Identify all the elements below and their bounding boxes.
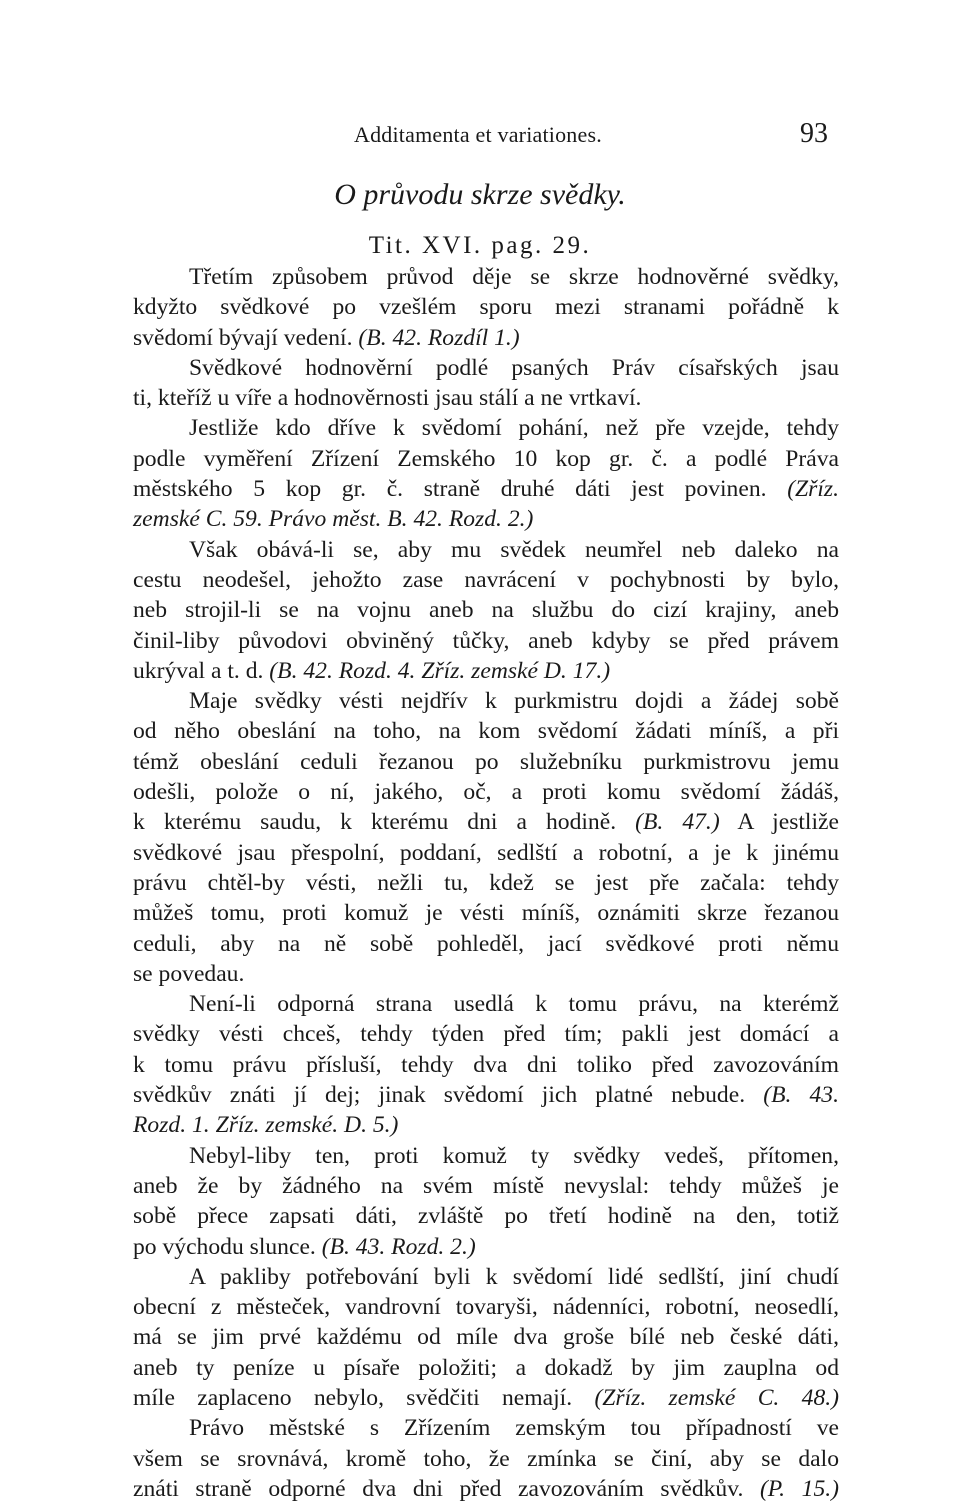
line-text: k tomu právu přísluší, tehdy dva dni toliko před zavozováním	[133, 1051, 839, 1078]
text-line	[133, 1474, 839, 1504]
line-text: A pakliby potřebování byli k svědomí lidé sedlští, jiní chudí	[189, 1263, 839, 1290]
line-text: můžeš tomu, proti komuž je vésti míníš, oznámiti skrze řezanou	[133, 900, 839, 927]
text-line	[133, 1353, 839, 1383]
line-text: podle vyměření Zřízení Zemského 10 kop gr. č. a podlé Práva	[133, 445, 839, 472]
line-text: Třetím způsobem průvod děje se skrze hodnověrné svědky,	[189, 264, 839, 290]
citation-text: (B. 47.)	[635, 809, 720, 836]
line-text: kdyžto svědkové po vzešlém sporu mezi stranami pořádně k	[133, 294, 839, 321]
citation-text: (Zříz.	[787, 476, 839, 503]
citation-text: Rozd. 1. Zříz. zemské. D. 5.)	[133, 1112, 399, 1139]
line-text: Právo městské s Zřízením zemským tou případností ve	[189, 1415, 839, 1442]
line-text: po východu slunce.	[133, 1233, 322, 1260]
text-line	[133, 1232, 839, 1262]
text-line	[133, 1292, 839, 1322]
line-text: má se jim prvé každému od míle dva groše bílé neb české dáti,	[133, 1324, 839, 1351]
text-line	[133, 626, 839, 656]
line-text: ti, kteříž u víře a hodnověrnosti jsau stálí a ne vrtkaví.	[133, 385, 642, 412]
line-text: svědkův znáti jí dej; jinak svědomí jich platné nebude.	[133, 1082, 764, 1109]
text-line	[133, 323, 839, 353]
line-text: všem se srovnává, kromě toho, že zmínka se činí, aby se dalo	[133, 1445, 839, 1472]
text-line	[133, 353, 839, 383]
line-text: k kterému saudu, k kterému dni a hodině.	[133, 809, 636, 836]
line-text: činil-liby původovi obviněný tůčky, aneb kdyby se před právem	[133, 627, 839, 654]
body-text	[133, 262, 839, 1504]
text-line	[133, 1383, 839, 1413]
text-line	[133, 1019, 839, 1049]
line-text: míle zaplaceno nebylo, svědčiti nemají.	[133, 1384, 595, 1411]
line-text: cestu neodešel, jehožto zase navrácení v pochybnosti by bylo,	[133, 566, 839, 593]
citation-text: (B. 43. Rozd. 2.)	[321, 1233, 476, 1260]
text-line	[133, 838, 839, 868]
line-text: Maje svědky vésti nejdřív k purkmistru dojdi a žádej sobě	[189, 688, 839, 715]
line-text: právu chtěl-by vésti, nežli tu, kdež se jest pře začala: tehdy	[133, 869, 839, 896]
citation-text: (B. 43.	[763, 1082, 839, 1109]
line-text: městského 5 kop gr. č. straně druhé dáti jest povinen.	[133, 476, 788, 503]
citation-text: (P. 15.)	[759, 1475, 839, 1502]
line-text: témž obeslání ceduli řezanou po služebníku purkmistrovu jemu	[133, 748, 839, 775]
text-line	[133, 1444, 839, 1474]
text-line	[133, 1201, 839, 1231]
text-line	[133, 807, 839, 837]
line-text: Svědkové hodnověrní podlé psaných Práv císařských jsau	[189, 354, 839, 381]
line-text: svědky vésti chceš, tehdy týden před tím; pakli jest domácí a	[133, 1021, 839, 1048]
line-text: Nebyl-liby ten, proti komuž ty svědky vedeš, přítomen,	[189, 1142, 839, 1169]
line-text: znáti straně odporné dva dni před zavozováním svědkův.	[133, 1475, 760, 1502]
text-line	[133, 959, 839, 989]
line-text: od něho obeslání na toho, na kom svědomí žádati míníš, a při	[133, 718, 839, 745]
text-line	[133, 383, 839, 413]
text-line	[133, 1110, 839, 1140]
text-line	[133, 1322, 839, 1352]
text-line	[133, 686, 839, 716]
text-line	[133, 595, 839, 625]
text-line	[133, 716, 839, 746]
text-line	[133, 1262, 839, 1292]
text-line	[133, 444, 839, 474]
line-text: aneb ty peníze u písaře položiti; a dokadž by jim zauplna od	[133, 1354, 839, 1381]
title-reference: Tit. XVI. pag. 29.	[368, 232, 592, 259]
text-line	[133, 868, 839, 898]
text-line	[133, 929, 839, 959]
text-line	[133, 1171, 839, 1201]
text-line	[133, 777, 839, 807]
line-text: ceduli, aby na ně sobě pohleděl, jací svědkové proti němu	[133, 930, 839, 957]
line-text: svědkové jsau přespolní, poddaní, sedlští a robotní, a je k jinému	[133, 839, 839, 866]
line-text: obecní z městeček, vandrovní tovaryši, nádenníci, robotní, neosedlí,	[133, 1294, 839, 1321]
line-text: aneb že by žádného na svém místě nevyslal: tehdy můžeš je	[133, 1172, 839, 1199]
citation-text: (B. 42. Rozd. 4. Zříz. zemské D. 17.)	[269, 657, 611, 684]
text-line	[133, 535, 839, 565]
text-line	[133, 413, 839, 443]
text-line	[133, 898, 839, 928]
line-text: A jestliže	[719, 809, 839, 836]
text-line	[133, 474, 839, 504]
text-line	[133, 504, 839, 534]
text-line	[133, 1413, 839, 1443]
citation-text: (B. 42. Rozdíl 1.)	[358, 324, 520, 351]
text-line	[133, 989, 839, 1019]
line-text: odešli, polože o ní, jakého, oč, a proti komu svědomí žádáš,	[133, 779, 839, 806]
text-line	[133, 1141, 839, 1171]
line-text: svědomí bývají vedení.	[133, 324, 359, 351]
text-line	[133, 565, 839, 595]
line-text: ukrýval a t. d.	[133, 657, 270, 684]
running-head: Additamenta et variationes.	[354, 122, 602, 147]
text-line	[133, 262, 839, 292]
page-number: 93	[800, 118, 828, 149]
line-text: sobě přece zapsati dáti, zvláště po třetí hodině na den, totiž	[133, 1203, 839, 1230]
text-line	[133, 292, 839, 322]
citation-text: zemské C. 59. Právo měst. B. 42. Rozd. 2.)	[133, 506, 534, 533]
text-line	[133, 747, 839, 777]
text-line	[133, 1050, 839, 1080]
line-text: se povedau.	[133, 960, 245, 987]
text-line	[133, 656, 839, 686]
section-title: O průvodu skrze svědky.	[334, 178, 626, 211]
citation-text: (Zříz. zemské C. 48.)	[594, 1384, 839, 1411]
line-text: Není-li odporná strana usedlá k tomu právu, na kterémž	[189, 991, 839, 1018]
line-text: neb strojil-li se na vojnu aneb na službu do cizí krajiny, aneb	[133, 597, 839, 624]
line-text: Však obává-li se, aby mu svědek neumřel neb daleko na	[189, 536, 839, 563]
text-line	[133, 1080, 839, 1110]
line-text: Jestliže kdo dříve k svědomí pohání, než pře vzejde, tehdy	[189, 415, 839, 442]
